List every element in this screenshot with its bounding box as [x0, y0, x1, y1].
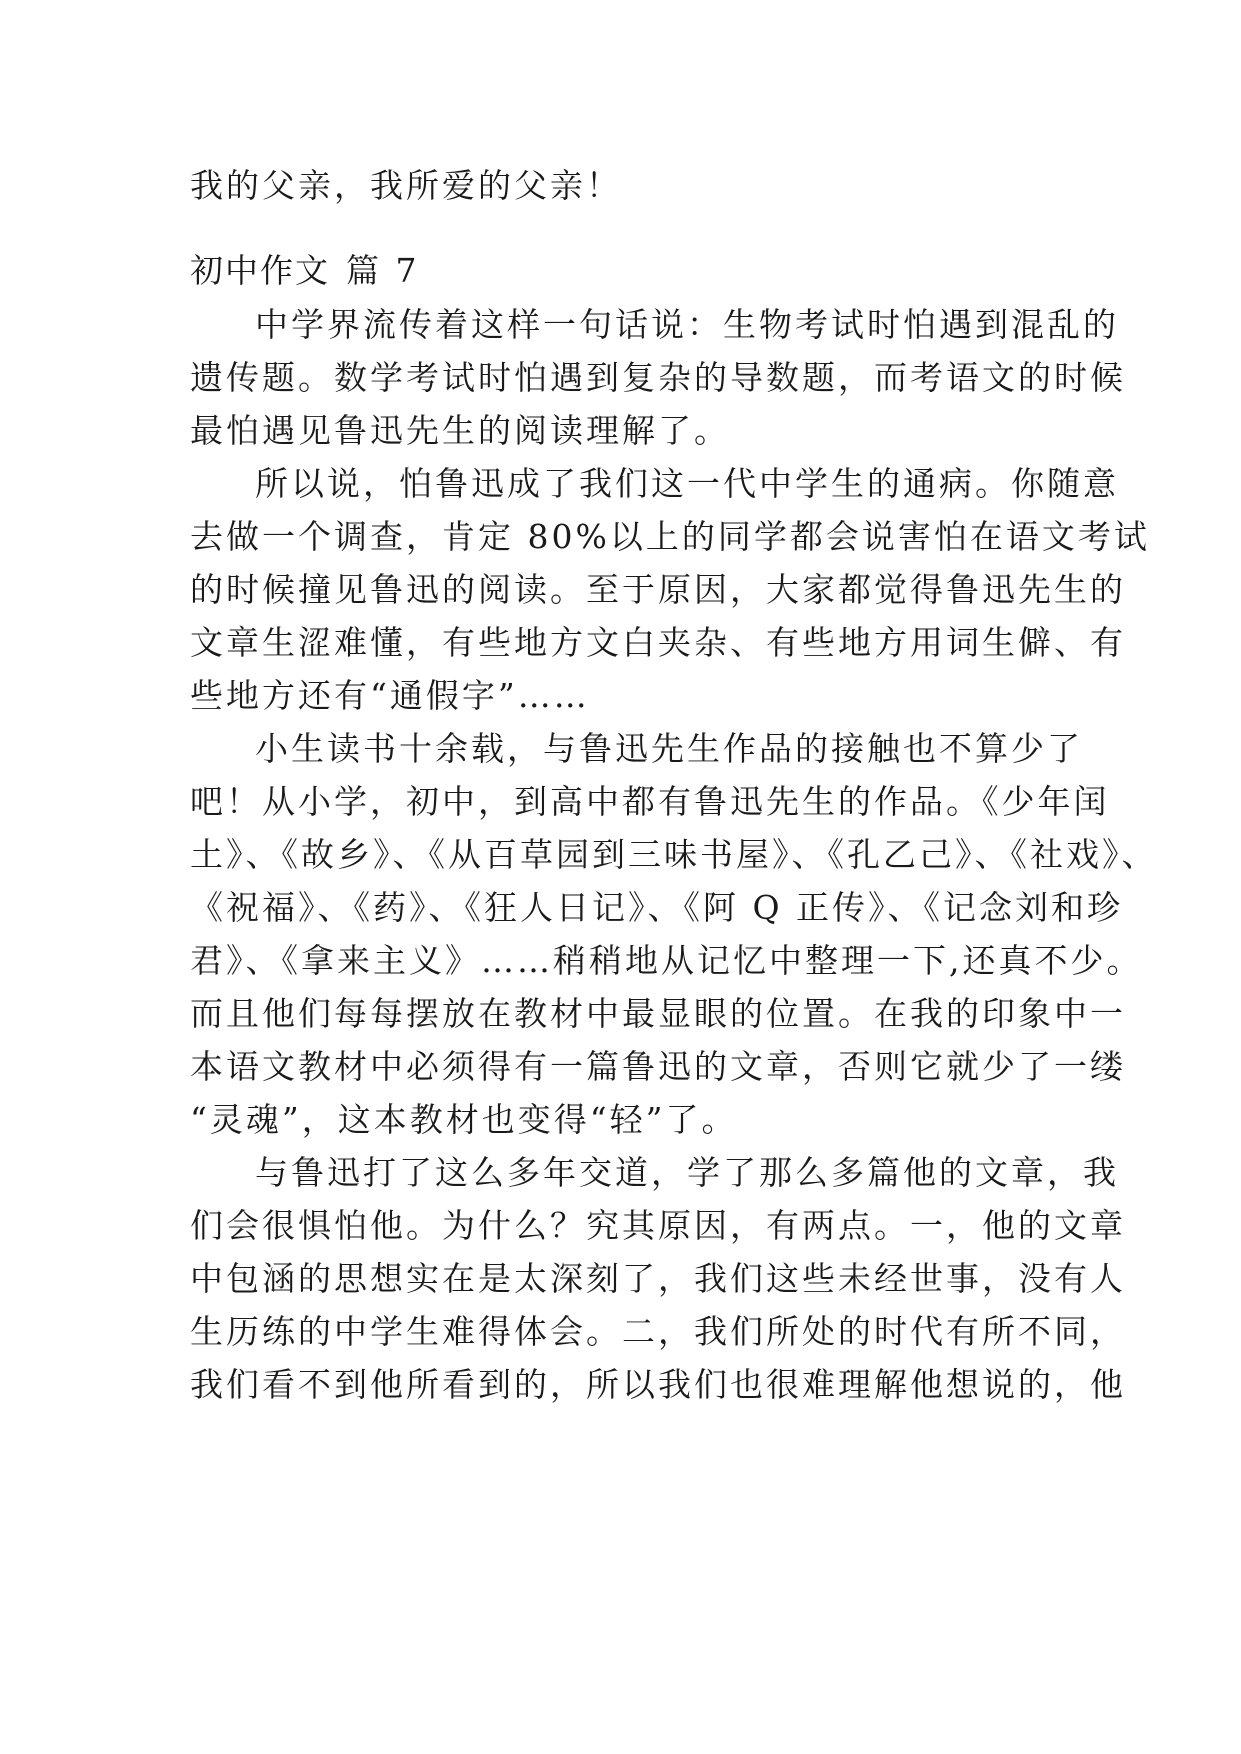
paragraph-line: 最怕遇见鲁迅先生的阅读理解了。 [190, 411, 730, 450]
paragraph-line: 而且他们每每摆放在教材中最显眼的位置。在我的印象中一 [190, 994, 1126, 1033]
paragraph-line: 我们看不到他所看到的，所以我们也很难理解他想说的，他 [190, 1365, 1126, 1404]
paragraph-line: 的时候撞见鲁迅的阅读。至于原因，大家都觉得鲁迅先生的 [190, 570, 1126, 609]
paragraph-line: 《祝福》、《药》、《狂人日记》、《阿 Q 正传》、《记念刘和珍 [190, 888, 1124, 927]
paragraph-line: 中包涵的思想实在是太深刻了，我们这些未经世事，没有人 [190, 1259, 1126, 1298]
section-heading [190, 251, 420, 291]
paragraph-line: 遗传题。数学考试时怕遇到复杂的导数题，而考语文的时候 [190, 358, 1126, 397]
paragraph-line: 小生读书十余载，与鲁迅先生作品的接触也不算少了 [255, 729, 1083, 768]
paragraph-line: 与鲁迅打了这么多年交道，学了那么多篇他的文章，我 [255, 1153, 1119, 1192]
paragraph-line: “灵魂”，这本教材也变得“轻”了。 [190, 1100, 738, 1139]
paragraph-line: 所以说，怕鲁迅成了我们这一代中学生的通病。你随意 [255, 464, 1119, 503]
paragraph-line: 文章生涩难懂，有些地方文白夹杂、有些地方用词生僻、有 [190, 623, 1126, 662]
paragraph-line: 土》、《故乡》、《从百草园到三味书屋》、《孔乙己》、《社戏》、 [190, 835, 1158, 874]
paragraph-line: 吧！从小学，初中，到高中都有鲁迅先生的作品。《少年闰 [190, 782, 1110, 821]
paragraph-line: 本语文教材中必须得有一篇鲁迅的文章，否则它就少了一缕 [190, 1047, 1126, 1086]
closing-line: 我的父亲，我所爱的父亲！ [190, 166, 622, 205]
paragraph-line: 君》、《拿来主义》……稍稍地从记忆中整理一下,还真不少。 [190, 941, 1143, 980]
paragraph-line: 去做一个调查，肯定 80%以上的同学都会说害怕在语文考试 [190, 517, 1150, 556]
paragraph-line: 中学界流传着这样一句话说：生物考试时怕遇到混乱的 [255, 305, 1119, 344]
paragraph-line: 们会很惧怕他。为什么？究其原因，有两点。一，他的文章 [190, 1206, 1126, 1245]
section-title: 初中作文 [190, 251, 330, 290]
section-number: 篇 7 [346, 251, 420, 290]
paragraph-line: 生历练的中学生难得体会。二，我们所处的时代有所不同， [190, 1312, 1126, 1351]
paragraph-line: 些地方还有“通假字”…… [190, 676, 590, 715]
